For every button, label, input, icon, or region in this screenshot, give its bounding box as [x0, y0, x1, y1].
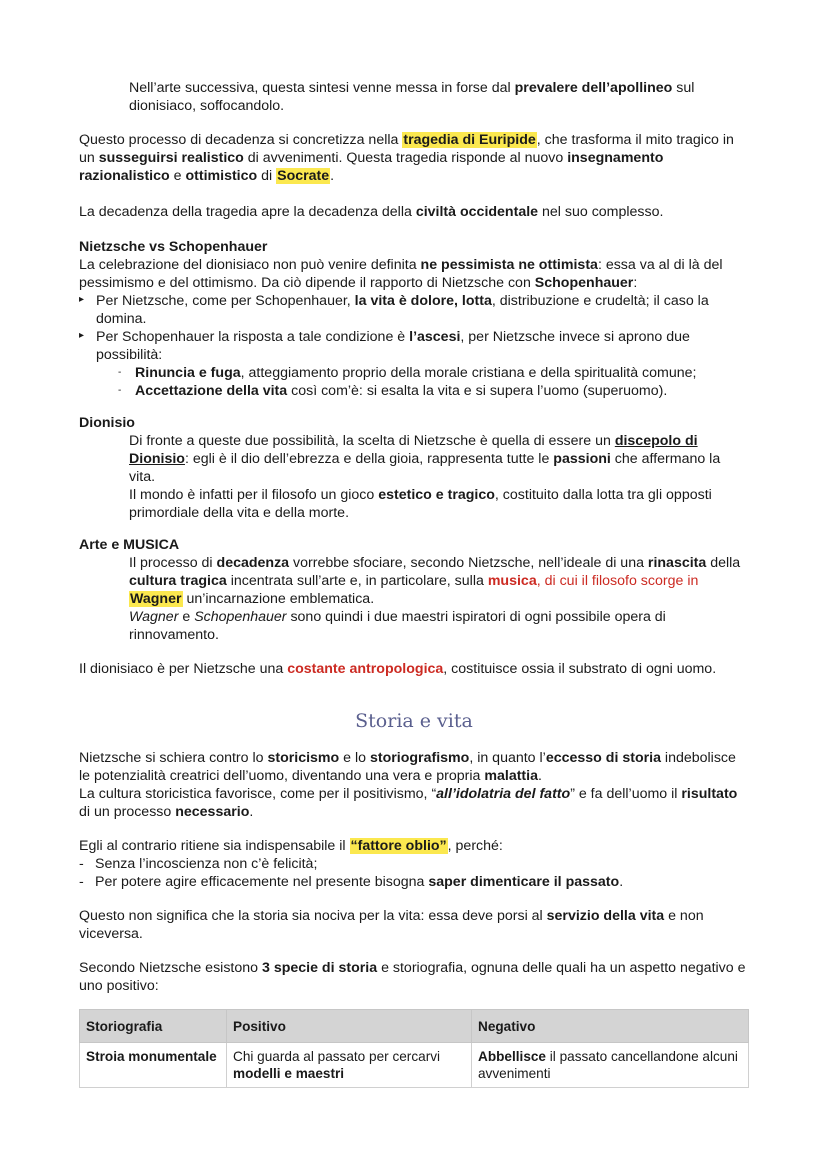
sub-list — [118, 364, 749, 400]
table-cell: Abbellisce il passato cancellandone alcuni avvenimenti — [472, 1043, 749, 1088]
section-arte-body — [129, 554, 749, 644]
section-dionisio-body — [129, 432, 749, 522]
section-title: Storia e vita — [355, 710, 473, 732]
paragraph-oblio — [79, 837, 749, 891]
heading-nietzsche-vs-schopenhauer: Nietzsche vs Schopenhauer — [79, 239, 268, 255]
storiografia-table — [79, 1009, 749, 1088]
paragraph-discepolo: Di fronte a queste due possibilità, la scelta di Nietzsche è quella di essere un discepolo di Dionisio: egli è il dio dell’ebrezza e della gioia, rappresenta tutte le passioni che affermano la vita. — [129, 433, 721, 485]
table-header: Storiografia — [80, 1010, 227, 1043]
paragraph-rinascita: Il processo di decadenza vorrebbe sfociare, secondo Nietzsche, nell’ideale di una rinascita della cultura tragica incentrata sull’arte e, in particolare, sulla musica, di cui il filosofo scorge in Wagner un’incarnazione emblematica. — [129, 555, 741, 607]
paragraph-euripide: Questo processo di decadenza si concretizza nella tragedia di Euripide, che trasforma il mito tragico in un susseguirsi realistico di avvenimenti. Questa tragedia risponde al nuovo insegnamento razionalistico e ottimistico di Socrate. — [79, 132, 734, 184]
table-row — [80, 1043, 749, 1088]
list-item: ▸ Per Schopenhauer la risposta a tale condizione è l’ascesi, per Nietzsche invece si aprono due possibilità: - Rinuncia e fuga, atteggiamento proprio della morale cristiana e della spiritualità comune; - Accettazione della vita così com’è: si esalta la vita e si supera l’uomo (superuomo). — [79, 328, 749, 400]
section-dionisio — [79, 414, 749, 432]
paragraph-oblio-intro: Egli al contrario ritiene sia indispensabile il “fattore oblio”, perché: — [79, 838, 503, 854]
bullet-list — [79, 292, 749, 400]
list-item: - Accettazione della vita così com’è: si esalta la vita e si supera l’uomo (superuomo). — [118, 382, 749, 400]
paragraph-gioco: Il mondo è infatti per il filosofo un gioco estetico e tragico, costituito dalla lotta tra gli opposti primordiale della vita e della morte. — [129, 487, 712, 521]
table-header-row — [80, 1010, 749, 1043]
heading-dionisio: Dionisio — [79, 415, 135, 431]
paragraph-costante: Il dionisiaco è per Nietzsche una costante antropologica, costituisce ossia il substrato di ogni uomo. — [79, 661, 717, 677]
list-item: - Rinuncia e fuga, atteggiamento proprio della morale cristiana e della spiritualità comune; — [118, 364, 749, 382]
table-cell: Stroia monumentale — [80, 1043, 227, 1088]
paragraph-maestri: Wagner e Schopenhauer sono quindi i due maestri ispiratori di ogni possibile opera di rinnovamento. — [129, 609, 666, 643]
table-header: Positivo — [227, 1010, 472, 1043]
paragraph-storicismo: Nietzsche si schiera contro lo storicismo e lo storiografismo, in quanto l’eccesso di storia indebolisce le potenzialità creatrici dell’uomo, diventando una vera e propria malattia. La cultura storicistica favorisce, come per il positivismo, “all’idolatria del fatto” e fa dell’uomo il risultato di un processo necessario. — [79, 750, 738, 820]
list-item: - Per potere agire efficacemente nel presente bisogna saper dimenticare il passato. — [79, 873, 749, 891]
table-cell: Chi guarda al passato per cercarvi modelli e maestri — [227, 1043, 472, 1088]
table-header: Negativo — [472, 1010, 749, 1043]
paragraph-civilta: La decadenza della tragedia apre la decadenza della civiltà occidentale nel suo complesso. — [79, 204, 664, 220]
section-arte-musica — [79, 536, 749, 554]
heading-arte-musica: Arte e MUSICA — [79, 537, 180, 553]
paragraph-specie: Secondo Nietzsche esistono 3 specie di storia e storiografia, ognuna delle quali ha un aspetto negativo e uno positivo: — [79, 960, 746, 994]
paragraph-servizio: Questo non significa che la storia sia nociva per la vita: essa deve porsi al servizio della vita e non viceversa. — [79, 908, 704, 942]
dash-list — [79, 855, 749, 891]
paragraph-apollineo: Nell’arte successiva, questa sintesi venne messa in forse dal prevalere dell’apollineo sul dionisiaco, soffocandolo. — [129, 80, 695, 114]
list-item: - Senza l’incoscienza non c’è felicità; — [79, 855, 749, 873]
paragraph-dionisiaco: La celebrazione del dionisiaco non può venire definita ne pessimista ne ottimista: essa va al di là del pessimismo e del ottimismo. Da ciò dipende il rapporto di Nietzsche con Schopenhauer: — [79, 257, 723, 291]
list-item: ▸ Per Nietzsche, come per Schopenhauer, la vita è dolore, lotta, distribuzione e crudeltà; il caso la domina. — [79, 292, 749, 328]
section-nietzsche-schopenhauer — [79, 238, 749, 400]
